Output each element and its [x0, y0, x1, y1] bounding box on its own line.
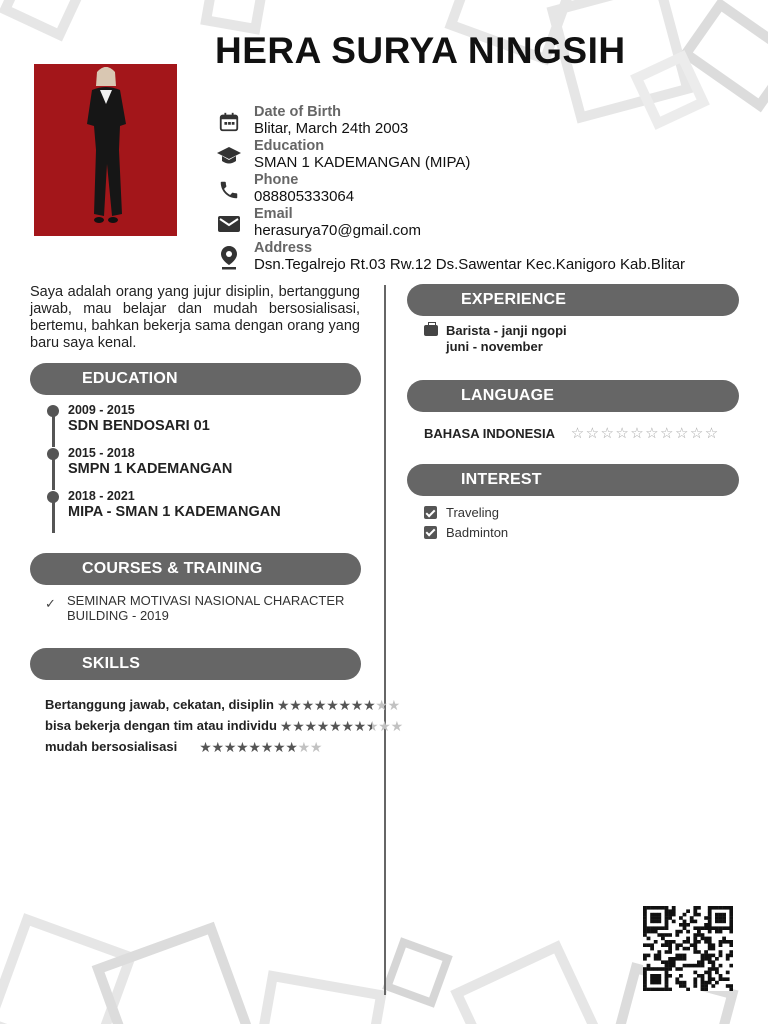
address-value: Dsn.Tegalrejo Rt.03 Rw.12 Ds.Sawentar Kec.Kanigoro Kab.Blitar [254, 256, 686, 273]
course-text: SEMINAR MOTIVASI NASIONAL CHARACTER BUILDING - 2019 [67, 593, 345, 623]
education-school: SMPN 1 KADEMANGAN [68, 461, 233, 477]
rating-star: ★ [248, 738, 261, 755]
person-name: HERA SURYA NINGSIH [215, 30, 626, 71]
skill-row [45, 715, 403, 736]
rating-star: ★ [292, 717, 305, 734]
rating-star: ★ [211, 738, 225, 755]
profile-photo [34, 64, 177, 236]
decor-square [382, 937, 452, 1007]
calendar-icon [215, 108, 243, 136]
experience-header: EXPERIENCE [407, 284, 739, 316]
skill-rating [280, 719, 403, 733]
language-name: BAHASA INDONESIA [424, 426, 555, 441]
interest-header: INTEREST [407, 464, 739, 496]
rating-star: ★ [350, 696, 364, 713]
rating-star: ★ [387, 696, 401, 713]
education-years: 2015 - 2018 [68, 446, 135, 460]
rating-star: ☆ [600, 424, 614, 442]
rating-star: ★ [297, 738, 311, 755]
phone-icon [215, 176, 243, 204]
contact-label: Address [254, 240, 313, 256]
qr-code[interactable] [643, 906, 733, 991]
email-icon [215, 210, 243, 238]
rating-star: ☆ [660, 424, 674, 442]
column-divider [384, 285, 386, 995]
rating-star: ★ [223, 738, 237, 755]
decor-square [450, 940, 609, 1024]
rating-star: ★ [390, 717, 404, 734]
location-pin-icon [215, 244, 243, 272]
rating-star: ★ [375, 696, 388, 713]
interest-item [424, 523, 508, 543]
graduation-cap-icon [215, 142, 243, 170]
experience-title: Barista - janji ngopi [446, 323, 567, 338]
skill-name: mudah bersosialisasi [45, 739, 178, 754]
education-school: MIPA - SMAN 1 KADEMANGAN [68, 504, 281, 520]
contact-label: Email [254, 206, 293, 222]
experience-item [424, 323, 567, 354]
interest-label: Badminton [446, 524, 509, 540]
language-rating [570, 424, 719, 442]
education-item [45, 402, 365, 445]
decor-square [92, 922, 259, 1024]
checkbox-icon [424, 526, 437, 539]
skill-row [45, 736, 403, 757]
interest-label: Traveling [446, 505, 499, 521]
rating-star: ★ [378, 717, 391, 734]
rating-star: ☆ [585, 424, 600, 442]
education-header: EDUCATION [30, 363, 361, 395]
skills-header: SKILLS [30, 648, 361, 680]
rating-star: ★ [199, 738, 212, 755]
rating-star: ☆ [674, 424, 689, 442]
rating-star: ★ [326, 696, 339, 713]
rating-star: ☆ [704, 424, 719, 442]
rating-star: ★ [353, 717, 367, 734]
rating-star: ★ [363, 696, 376, 713]
rating-star: ☆ [570, 424, 585, 442]
interest-item [424, 503, 508, 523]
skill-row [45, 694, 403, 715]
rating-star: ★ [273, 738, 286, 755]
birth-date: Blitar, March 24th 2003 [254, 120, 409, 137]
course-item [45, 593, 365, 623]
timeline-line [52, 500, 55, 533]
skills-list [45, 694, 403, 757]
contact-row [215, 240, 735, 274]
rating-star: ☆ [630, 424, 644, 442]
phone-value: 088805333064 [254, 188, 355, 205]
check-icon: ✓ [45, 596, 56, 611]
education-value: SMAN 1 KADEMANGAN (MIPA) [254, 154, 471, 171]
education-school: SDN BENDOSARI 01 [68, 418, 210, 434]
contact-label: Date of Birth [254, 104, 341, 120]
rating-star: ★ [329, 717, 342, 734]
skill-name: Bertanggung jawab, cekatan, disiplin [45, 697, 274, 712]
timeline-line [52, 414, 55, 447]
rating-star: ☆ [615, 424, 629, 442]
contact-row [215, 172, 735, 206]
rating-star: ☆ [645, 424, 659, 442]
rating-star: ★ [260, 738, 274, 755]
education-item [45, 445, 365, 488]
skill-rating [277, 698, 400, 712]
rating-star: ★ [236, 738, 249, 755]
interest-list [424, 503, 508, 542]
education-years: 2018 - 2021 [68, 489, 135, 503]
education-list [45, 402, 365, 531]
contact-row [215, 138, 735, 172]
rating-star: ★ [279, 717, 293, 734]
education-item [45, 488, 365, 531]
contact-label: Phone [254, 172, 299, 188]
skill-rating [199, 740, 322, 754]
rating-star: ★ [313, 696, 327, 713]
checkbox-icon [424, 506, 437, 519]
about-text: Saya adalah orang yang jujur disiplin, bertanggung jawab, mau belajar dan mudah bersosialisasi, bertemu, bahkan bekerja sama dengan orang yang baru saya kenal. [30, 284, 360, 351]
rating-star: ★ [338, 696, 352, 713]
briefcase-icon [424, 325, 438, 336]
contact-info [215, 104, 735, 274]
experience-period: juni - november [446, 339, 543, 354]
rating-star: ★ [316, 717, 330, 734]
rating-star: ★ [285, 738, 298, 755]
rating-star: ★ [304, 717, 318, 734]
rating-star: ★ [309, 738, 323, 755]
contact-label: Education [254, 138, 325, 154]
courses-header: COURSES & TRAINING [30, 553, 361, 585]
language-item [424, 426, 719, 441]
email-value: herasurya70@gmail.com [254, 222, 421, 239]
rating-star: ☆ [689, 424, 704, 442]
language-header: LANGUAGE [407, 380, 739, 412]
rating-star: ★ [301, 696, 315, 713]
decor-square [0, 0, 92, 42]
rating-star: ★ [289, 696, 302, 713]
rating-star: ★ [341, 717, 354, 734]
contact-row [215, 104, 735, 138]
rating-star: ★ [365, 717, 379, 734]
contact-row [215, 206, 735, 240]
rating-star: ★ [277, 696, 290, 713]
decor-square [253, 970, 387, 1024]
skill-name: bisa bekerja dengan tim atau individu [45, 718, 277, 733]
education-years: 2009 - 2015 [68, 403, 135, 417]
timeline-line [52, 457, 55, 490]
